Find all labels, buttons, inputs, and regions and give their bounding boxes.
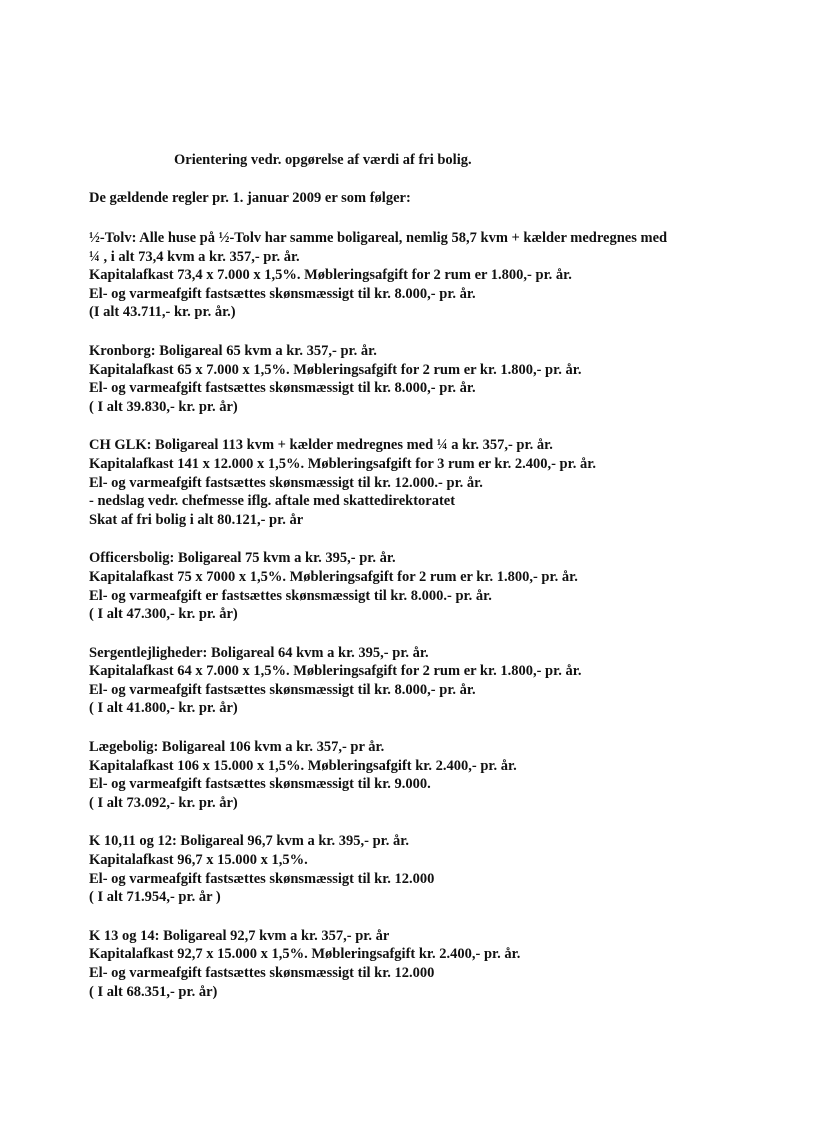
section-line: ( I alt 68.351,- pr. år) bbox=[89, 983, 218, 1000]
section-line: ¼ , i alt 73,4 kvm a kr. 357,- pr. år. bbox=[89, 248, 300, 265]
section-line: Kapitalafkast 75 x 7000 x 1,5%. Møbleringsafgift for 2 rum er kr. 1.800,- pr. år. bbox=[89, 568, 578, 585]
section-line: CH GLK: Boligareal 113 kvm + kælder medregnes med ¼ a kr. 357,- pr. år. bbox=[89, 437, 553, 454]
section-line: (I alt 43.711,- kr. pr. år.) bbox=[89, 304, 236, 321]
section-line: El- og varmeafgift fastsættes skønsmæssigt til kr. 12.000 bbox=[89, 965, 435, 981]
section-kronborg bbox=[89, 342, 789, 416]
section-laegebolig bbox=[89, 738, 789, 812]
section-line: K 13 og 14: Boligareal 92,7 kvm a kr. 357,- pr. år bbox=[89, 927, 390, 944]
section-line: ( I alt 39.830,- kr. pr. år) bbox=[89, 398, 238, 415]
section-line: Kapitalafkast 73,4 x 7.000 x 1,5%. Møbleringsafgift for 2 rum er 1.800,- pr. år. bbox=[89, 267, 572, 284]
section-line: K 10,11 og 12: Boligareal 96,7 kvm a kr. 395,- pr. år. bbox=[89, 833, 409, 850]
section-line: ( I alt 41.800,- kr. pr. år) bbox=[89, 700, 238, 717]
section-sergentlejligheder bbox=[89, 644, 789, 718]
section-line: ( I alt 47.300,- kr. pr. år) bbox=[89, 606, 238, 623]
section-line: El- og varmeafgift er fastsættes skønsmæssigt til kr. 8.000.- pr. år. bbox=[89, 587, 492, 604]
section-ch-glk bbox=[89, 436, 789, 529]
section-line: El- og varmeafgift fastsættes skønsmæssigt til kr. 8.000,- pr. år. bbox=[89, 285, 476, 302]
section-line: ½-Tolv: Alle huse på ½-Tolv har samme boligareal, nemlig 58,7 kvm + kælder medregnes med bbox=[89, 230, 668, 246]
section-line: El- og varmeafgift fastsættes skønsmæssigt til kr. 9.000. bbox=[89, 776, 431, 793]
section-line: ( I alt 71.954,- pr. år ) bbox=[89, 889, 221, 906]
section-halv-tolv bbox=[89, 229, 789, 322]
section-officersbolig bbox=[89, 549, 789, 623]
section-line: - nedslag vedr. chefmesse iflg. aftale med skattedirektoratet bbox=[89, 493, 456, 510]
section-k-13-14 bbox=[89, 927, 789, 1001]
section-line: Kronborg: Boligareal 65 kvm a kr. 357,- pr. år. bbox=[89, 342, 377, 359]
section-line: ( I alt 73.092,- kr. pr. år) bbox=[89, 794, 238, 811]
section-line: El- og varmeafgift fastsættes skønsmæssigt til kr. 8.000,- pr. år. bbox=[89, 380, 476, 397]
section-line: El- og varmeafgift fastsættes skønsmæssigt til kr. 12.000.- pr. år. bbox=[89, 474, 483, 491]
section-line: El- og varmeafgift fastsættes skønsmæssigt til kr. 12.000 bbox=[89, 870, 435, 887]
housing-sections bbox=[89, 229, 789, 1021]
section-line: Kapitalafkast 141 x 12.000 x 1,5%. Møbleringsafgift for 3 rum er kr. 2.400,- pr. år. bbox=[89, 455, 596, 472]
section-line: Kapitalafkast 96,7 x 15.000 x 1,5%. bbox=[89, 852, 308, 869]
section-k-10-11-12 bbox=[89, 832, 789, 906]
section-line: Lægebolig: Boligareal 106 kvm a kr. 357,- pr år. bbox=[89, 739, 385, 756]
section-line: Kapitalafkast 92,7 x 15.000 x 1,5%. Møbleringsafgift kr. 2.400,- pr. år. bbox=[89, 946, 521, 963]
section-line: Sergentlejligheder: Boligareal 64 kvm a kr. 395,- pr. år. bbox=[89, 644, 429, 661]
document-intro: De gældende regler pr. 1. januar 2009 er som følger: bbox=[89, 190, 411, 206]
section-line: Kapitalafkast 106 x 15.000 x 1,5%. Møbleringsafgift kr. 2.400,- pr. år. bbox=[89, 757, 517, 774]
section-line: Kapitalafkast 65 x 7.000 x 1,5%. Møbleringsafgift for 2 rum er kr. 1.800,- pr. år. bbox=[89, 361, 582, 378]
document-title: Orientering vedr. opgørelse af værdi af fri bolig. bbox=[174, 152, 472, 168]
section-line: Kapitalafkast 64 x 7.000 x 1,5%. Møbleringsafgift for 2 rum er kr. 1.800,- pr. år. bbox=[89, 663, 582, 680]
section-line: El- og varmeafgift fastsættes skønsmæssigt til kr. 8.000,- pr. år. bbox=[89, 681, 476, 698]
section-line: Officersbolig: Boligareal 75 kvm a kr. 395,- pr. år. bbox=[89, 550, 396, 567]
section-line: Skat af fri bolig i alt 80.121,- pr. år bbox=[89, 511, 304, 528]
